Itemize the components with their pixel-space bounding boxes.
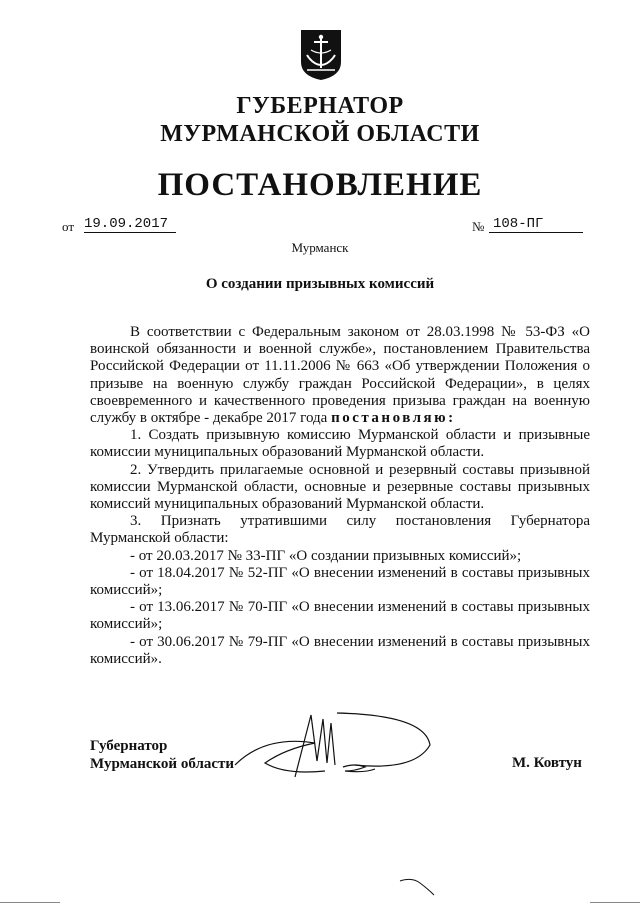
document-body <box>90 324 590 668</box>
item-1: 1. Создать призывную комиссию Мурманской области и призывные комиссии муниципальных образований Мурманской области. <box>90 427 590 461</box>
document-subject: О создании призывных комиссий <box>205 276 435 292</box>
page-edge-line <box>590 902 640 903</box>
coat-of-arms-icon <box>299 28 343 82</box>
document-type: ПОСТАНОВЛЕНИЕ <box>157 167 483 203</box>
page-edge-line <box>0 902 60 903</box>
authority-title-line2: МУРМАНСКОЙ ОБЛАСТИ <box>160 121 480 147</box>
document-date: 19.09.2017 <box>84 216 176 233</box>
repealed-item: - от 13.06.2017 № 70-ПГ «О внесении изменений в составы призывных комиссий»; <box>90 599 590 633</box>
repealed-item: - от 30.06.2017 № 79-ПГ «О внесении изменений в составы призывных комиссий». <box>90 633 590 667</box>
repealed-item: - от 20.03.2017 № 33-ПГ «О создании призывных комиссий»; <box>130 547 522 564</box>
date-prefix: от <box>62 219 75 234</box>
item-2: 2. Утвердить прилагаемые основной и резервный составы призывной комиссии Мурманской области, основные и резервные составы призывных комиссий муниципальных образований Мурманской области. <box>90 461 590 513</box>
repealed-item: - от 18.04.2017 № 52-ПГ «О внесении изменений в составы призывных комиссий»; <box>90 564 590 599</box>
handwritten-signature <box>225 705 445 785</box>
signatory-title-line1: Губернатор <box>90 738 168 754</box>
decree-word: постановляю: <box>331 410 456 427</box>
city: Мурманск <box>291 240 349 255</box>
number-prefix: № <box>472 219 485 234</box>
preamble <box>90 324 590 427</box>
signatory-title-line2: Мурманской области <box>90 756 235 772</box>
signatory-title <box>90 737 234 773</box>
pen-mark <box>398 875 438 897</box>
document-number: 108-ПГ <box>489 216 583 233</box>
authority-title-line1: ГУБЕРНАТОР <box>236 93 404 119</box>
signatory-name: М. Ковтун <box>512 755 582 771</box>
preamble-text: В соответствии с Федеральным законом от 28.03.1998 № 53-ФЗ «О воинской обязанности и военной службе», постановлением Правительства Российской Федерации от 11.11.2006 № 663 «Об утверждении Положения о призыве на военную службу граждан Российской Федерации», в целях своевременного и качественного проведения призыва граждан на военную службу в октябре - декабре 2017 года <box>90 324 590 427</box>
item-3: 3. Признать утратившими силу постановления Губернатора Мурманской области: <box>90 513 590 547</box>
